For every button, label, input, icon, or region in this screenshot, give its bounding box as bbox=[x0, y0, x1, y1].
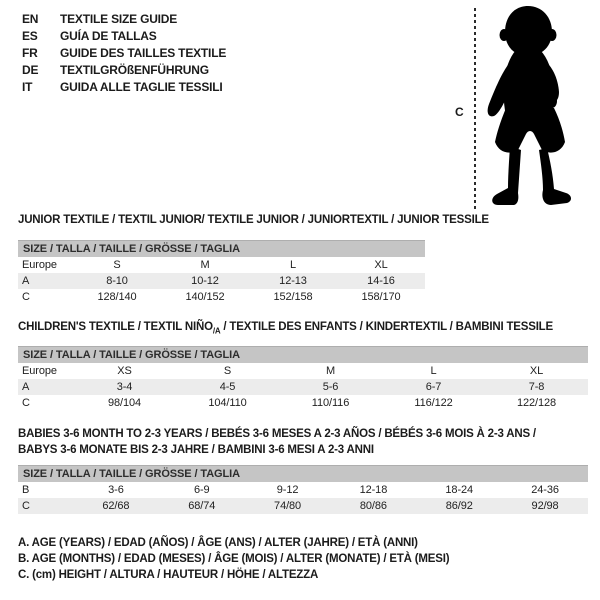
size-value-cell: 128/140 bbox=[97, 291, 137, 303]
row-label: C bbox=[22, 291, 30, 303]
column-header: S bbox=[223, 365, 232, 377]
size-value-cell: 110/116 bbox=[311, 397, 350, 409]
language-row bbox=[22, 45, 226, 62]
column-header: L bbox=[430, 365, 437, 377]
column-header: M bbox=[325, 365, 336, 377]
children-title-part: / TEXTILE DES ENFANTS / KINDERTEXTIL / BAMBINI TESSILE bbox=[220, 321, 553, 333]
column-header: XL bbox=[529, 365, 544, 377]
size-value-cell: 14-16 bbox=[367, 275, 395, 287]
table-row bbox=[18, 289, 425, 305]
row-label: C bbox=[22, 500, 30, 512]
size-value-cell: 74/80 bbox=[274, 500, 302, 512]
language-row bbox=[22, 62, 226, 79]
size-value-cell: 3-4 bbox=[116, 381, 133, 393]
size-header-bar: SIZE / TALLA / TAILLE / GRÖSSE / TAGLIA bbox=[18, 465, 588, 482]
babies-title-line2: BABYS 3-6 MONATE BIS 2-3 JAHRE / BAMBINI 3-6 MESI A 2-3 ANNI bbox=[18, 444, 374, 456]
column-header-row bbox=[18, 363, 588, 379]
size-value-cell: 152/158 bbox=[273, 291, 313, 303]
size-value-cell: 9-12 bbox=[276, 484, 299, 496]
guide-title: TEXTILE SIZE GUIDE bbox=[60, 12, 178, 26]
height-measure-label: C bbox=[455, 105, 464, 119]
size-value-cell: 8-10 bbox=[106, 275, 128, 287]
guide-title: TEXTILGRÖßENFÜHRUNG bbox=[60, 63, 209, 77]
size-value-cell: 5-6 bbox=[322, 381, 339, 393]
babies-size-table bbox=[18, 465, 588, 514]
legend-line-b: B. AGE (MONTHS) / EDAD (MESES) / ÂGE (MOIS) / ALTER (MONATE) / ETÀ (MESI) bbox=[18, 553, 450, 565]
column-header: S bbox=[113, 259, 121, 271]
babies-section-title bbox=[18, 426, 536, 458]
junior-size-table bbox=[18, 240, 425, 305]
children-table-grid bbox=[18, 363, 588, 411]
size-value-cell: 7-8 bbox=[528, 381, 545, 393]
toddler-silhouette-icon bbox=[482, 4, 578, 210]
column-header: XS bbox=[117, 365, 132, 377]
language-code: ES bbox=[22, 29, 38, 43]
size-value-cell: 62/68 bbox=[102, 500, 130, 512]
measurement-legend bbox=[18, 535, 449, 583]
row-label: A bbox=[22, 275, 30, 287]
babies-table-grid bbox=[18, 482, 588, 514]
language-row bbox=[22, 11, 226, 28]
children-title-subscript: /A bbox=[212, 326, 221, 336]
language-title-list bbox=[22, 11, 226, 96]
legend-line-a: A. AGE (YEARS) / EDAD (AÑOS) / ÂGE (ANS) / ALTER (JAHRE) / ETÀ (ANNI) bbox=[18, 537, 418, 549]
size-value-cell: 140/152 bbox=[185, 291, 225, 303]
table-row bbox=[18, 379, 588, 395]
column-header: XL bbox=[374, 259, 388, 271]
language-code: IT bbox=[22, 80, 33, 94]
junior-table-grid bbox=[18, 257, 425, 305]
size-value-cell: 3-6 bbox=[108, 484, 124, 496]
children-title-part: CHILDREN'S TEXTILE / TEXTIL NIÑO bbox=[18, 321, 213, 333]
size-value-cell: 24-36 bbox=[531, 484, 559, 496]
table-row bbox=[18, 482, 588, 498]
children-size-table bbox=[18, 346, 588, 411]
legend-line-c: C. (cm) HEIGHT / ALTURA / HAUTEUR / HÖHE / ALTEZZA bbox=[18, 569, 319, 581]
language-row bbox=[22, 79, 226, 96]
junior-section-title: JUNIOR TEXTILE / TEXTIL JUNIOR/ TEXTILE JUNIOR / JUNIORTEXTIL / JUNIOR TESSILE bbox=[18, 214, 489, 226]
size-value-cell: 158/170 bbox=[361, 291, 401, 303]
size-value-cell: 80/86 bbox=[359, 500, 387, 512]
children-section-title bbox=[18, 321, 553, 335]
column-header: L bbox=[289, 259, 297, 271]
column-header: Europe bbox=[22, 259, 57, 271]
height-dotted-line bbox=[474, 8, 476, 209]
guide-title: GUÍA DE TALLAS bbox=[60, 29, 157, 43]
size-value-cell: 86/92 bbox=[445, 500, 473, 512]
size-value-cell: 4-5 bbox=[219, 381, 236, 393]
size-value-cell: 122/128 bbox=[516, 397, 557, 409]
row-label: A bbox=[22, 381, 30, 393]
table-row bbox=[18, 273, 425, 289]
guide-title: GUIDA ALLE TAGLIE TESSILI bbox=[60, 80, 223, 94]
language-code: FR bbox=[22, 46, 38, 60]
column-header-row bbox=[18, 257, 425, 273]
size-value-cell: 10-12 bbox=[191, 275, 219, 287]
size-value-cell: 68/74 bbox=[188, 500, 216, 512]
language-code: DE bbox=[22, 63, 39, 77]
size-value-cell: 6-9 bbox=[193, 484, 210, 496]
size-value-cell: 104/110 bbox=[208, 397, 247, 409]
size-value-cell: 92/98 bbox=[531, 500, 559, 512]
size-value-cell: 6-7 bbox=[425, 381, 442, 393]
size-header-bar: SIZE / TALLA / TAILLE / GRÖSSE / TAGLIA bbox=[18, 240, 425, 257]
column-header: Europe bbox=[22, 365, 57, 377]
column-header: M bbox=[200, 259, 210, 271]
language-row bbox=[22, 28, 226, 45]
size-value-cell: 116/122 bbox=[414, 397, 453, 409]
size-value-cell: 18-24 bbox=[445, 484, 474, 496]
babies-title-line1: BABIES 3-6 MONTH TO 2-3 YEARS / BEBÉS 3-6 MESES A 2-3 AÑOS / BÉBÉS 3-6 MOIS À 2-3 ANS / bbox=[18, 428, 536, 440]
size-value-cell: 12-13 bbox=[279, 275, 307, 287]
row-label: C bbox=[22, 397, 30, 409]
language-code: EN bbox=[22, 12, 39, 26]
guide-title: GUIDE DES TAILLES TEXTILE bbox=[60, 46, 227, 60]
row-label: B bbox=[22, 484, 30, 496]
size-header-bar: SIZE / TALLA / TAILLE / GRÖSSE / TAGLIA bbox=[18, 346, 588, 363]
table-row bbox=[18, 395, 588, 411]
size-value-cell: 12-18 bbox=[359, 484, 388, 496]
table-row bbox=[18, 498, 588, 514]
size-value-cell: 98/104 bbox=[107, 397, 142, 409]
